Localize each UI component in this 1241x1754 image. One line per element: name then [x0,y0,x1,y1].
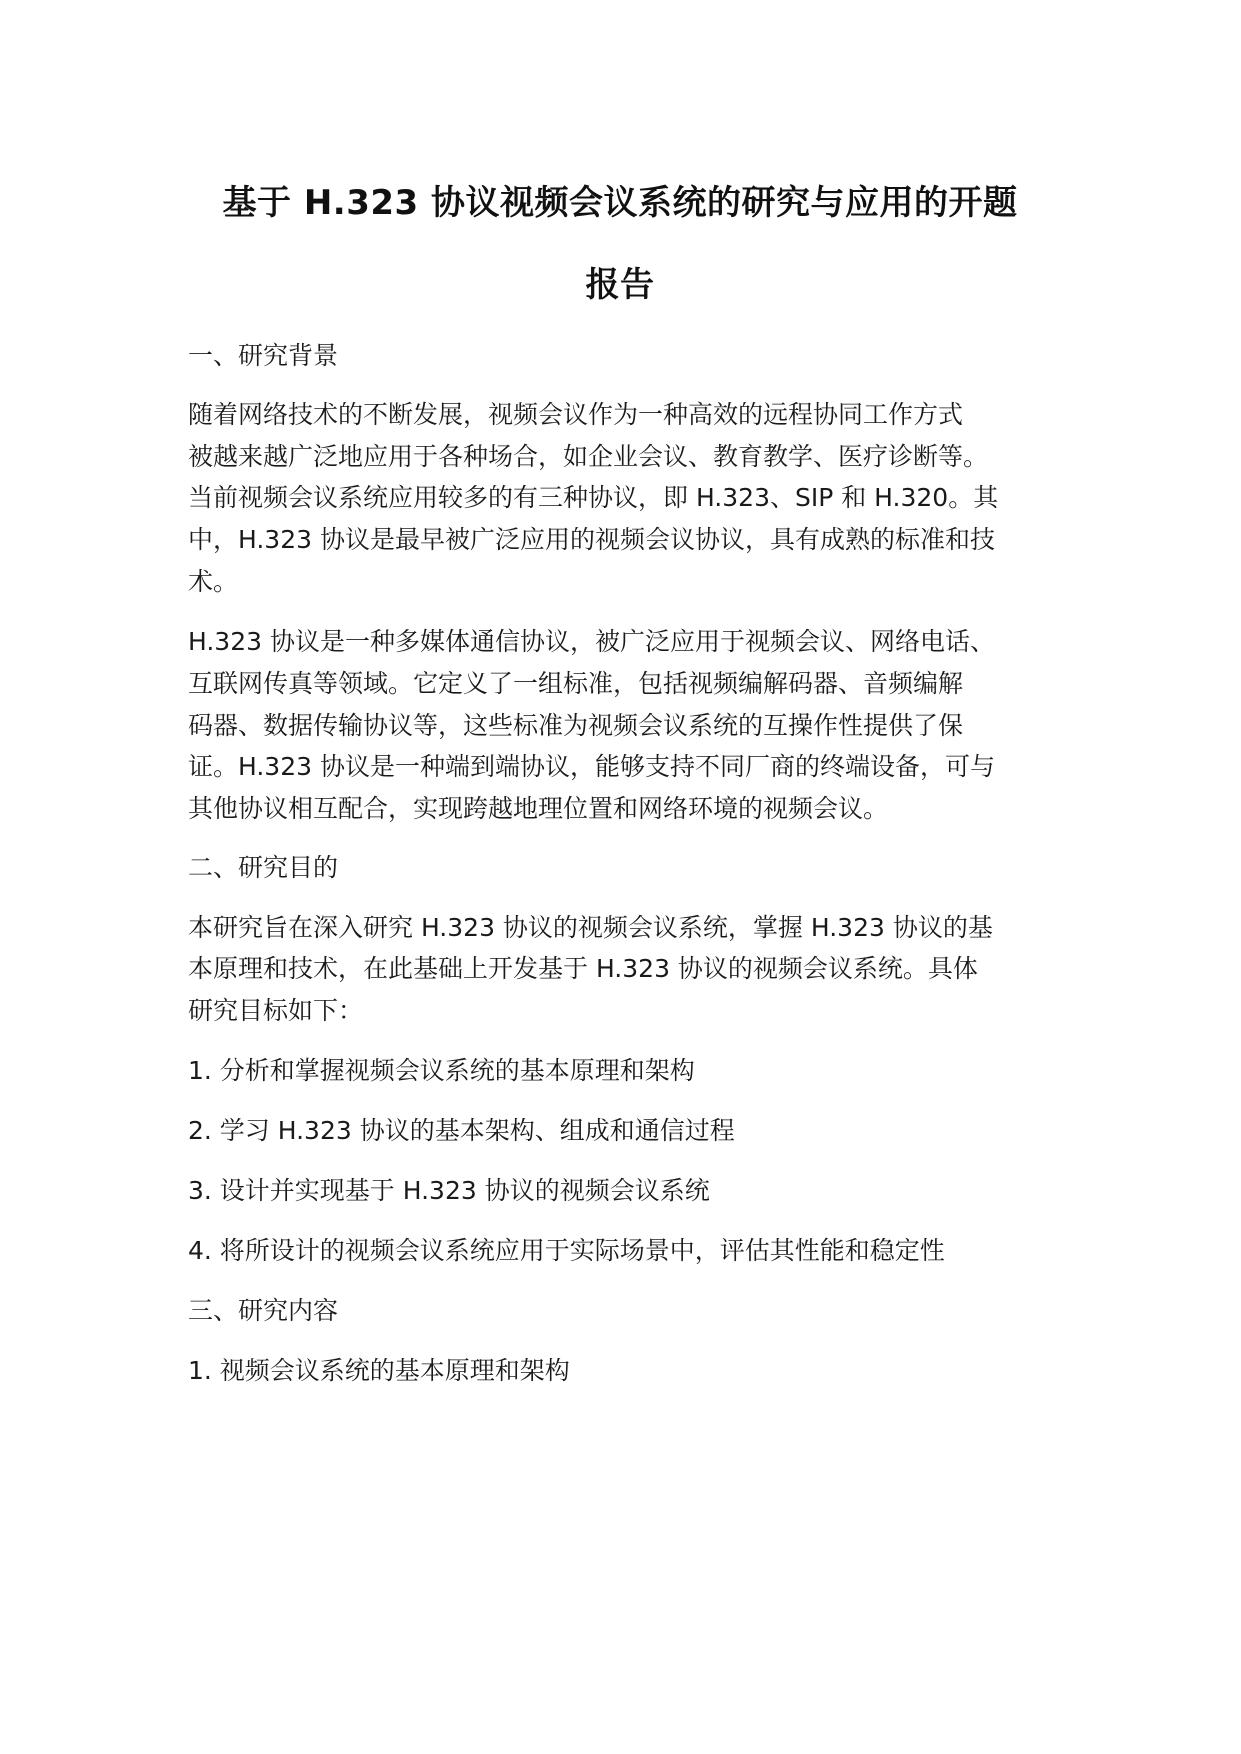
document-title-line-1: 基于 H.323 协议视频会议系统的研究与应用的开题 [222,183,1018,223]
list-item: 4. 将所设计的视频会议系统应用于实际场景中，评估其性能和稳定性 [188,1236,945,1265]
list-item: 1. 分析和掌握视频会议系统的基本原理和架构 [188,1056,695,1085]
paragraph-line: 码器、数据传输协议等，这些标准为视频会议系统的互操作性提供了保 [188,711,964,740]
paragraph-line: 本研究旨在深入研究 H.323 协议的视频会议系统，掌握 H.323 协议的基 [188,913,993,942]
paragraph-line: 中，H.323 协议是最早被广泛应用的视频会议协议，具有成熟的标准和技 [188,525,995,554]
list-item: 3. 设计并实现基于 H.323 协议的视频会议系统 [188,1176,710,1205]
paragraph-line: H.323 协议是一种多媒体通信协议，被广泛应用于视频会议、网络电话、 [188,627,995,656]
list-item: 2. 学习 H.323 协议的基本架构、组成和通信过程 [188,1116,735,1145]
paragraph-line: 其他协议相互配合，实现跨越地理位置和网络环境的视频会议。 [188,794,889,823]
paragraph-line: 本原理和技术，在此基础上开发基于 H.323 协议的视频会议系统。具体 [188,954,978,983]
paragraph-line: 被越来越广泛地应用于各种场合，如企业会议、教育教学、医疗诊断等。 [188,442,989,471]
paragraph-line: 当前视频会议系统应用较多的有三种协议，即 H.323、SIP 和 H.320。其 [188,483,999,512]
paragraph-line: 术。 [188,567,239,596]
paragraph-line: 证。H.323 协议是一种端到端协议，能够支持不同厂商的终端设备，可与 [188,752,995,781]
paragraph-line: 互联网传真等领域。它定义了一组标准，包括视频编解码器、音频编解 [188,669,964,698]
paragraph-line: 随着网络技术的不断发展，视频会议作为一种高效的远程协同工作方式 [188,400,964,429]
document-title-line-2: 报告 [585,265,655,305]
section-heading-purpose: 二、研究目的 [188,853,339,882]
section-heading-content: 三、研究内容 [188,1296,339,1325]
paragraph-line: 研究目标如下： [188,996,364,1025]
list-item: 1. 视频会议系统的基本原理和架构 [188,1356,570,1385]
section-heading-background: 一、研究背景 [188,341,339,370]
